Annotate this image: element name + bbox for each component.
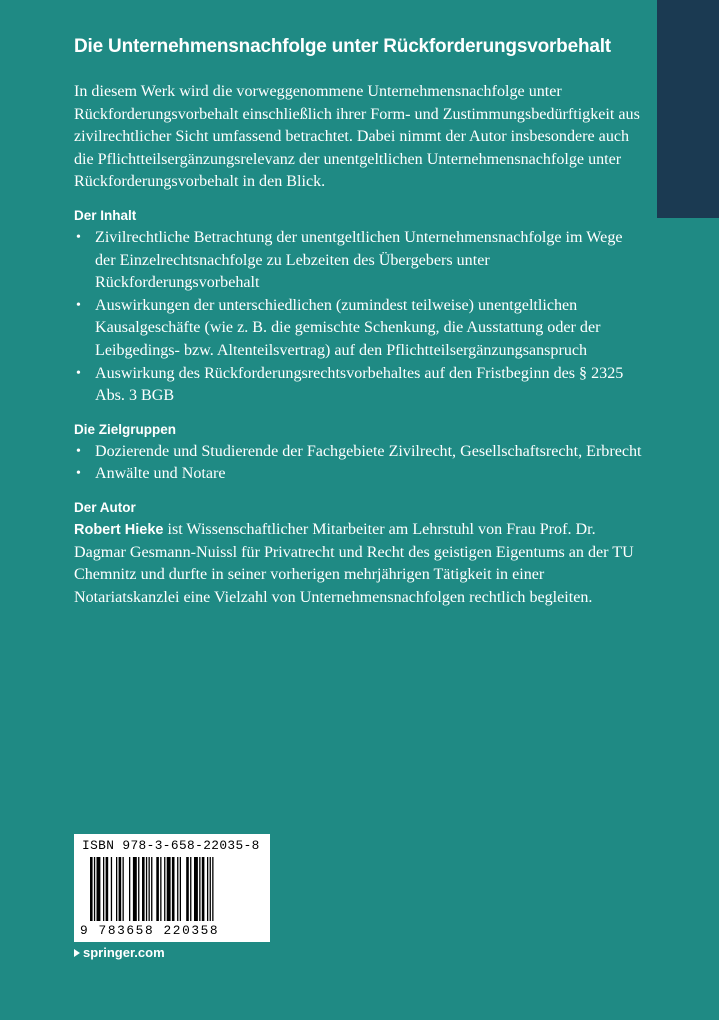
barcode-icon <box>90 857 256 921</box>
list-item: • Auswirkungen der unterschiedlichen (zumindest teilweise) unentgeltlichen Kausalgeschäfte (wie z. B. die gemischte Schenkung, die Ausstattung oder der Leibgedings- bzw. Altenteilsvertrag) auf den Pflichtteilsergänzungsanspruch <box>76 296 601 359</box>
bullet-icon: • <box>76 365 81 381</box>
inhalt-section <box>74 207 644 408</box>
bullet-icon: • <box>76 297 81 313</box>
inhalt-heading: Der Inhalt <box>74 207 137 223</box>
autor-heading: Der Autor <box>74 499 136 515</box>
autor-section <box>74 499 644 609</box>
back-cover-content <box>74 81 644 609</box>
ean-digits: 9 783658 220358 <box>80 923 220 938</box>
zielgruppen-list <box>74 441 644 486</box>
arrow-right-icon <box>74 949 80 957</box>
zielgruppen-heading: Die Zielgruppen <box>74 421 177 437</box>
author-bio-text: ist Wissenschaftlicher Mitarbeiter am Lehrstuhl von Frau Prof. Dr. Dagmar Gesmann-Nuissl für Privatrecht und Recht des geistigen Eigentums an der TU Chemnitz und durfte in seiner vorherigen mehrjährigen Tätigkeit in einer Notariatskanzlei eine Vielzahl von Unternehmensnachfolgen rechtlich begleiten. <box>74 520 634 606</box>
zielgruppen-section <box>74 421 644 486</box>
bullet-icon: • <box>76 443 81 459</box>
publisher-text: springer.com <box>83 945 165 960</box>
list-item: • Auswirkung des Rückforderungsrechtsvorbehaltes auf den Fristbeginn des § 2325 Abs. 3 BGB <box>76 364 624 405</box>
inhalt-list <box>74 227 644 408</box>
isbn-text: ISBN 978-3-658-22035-8 <box>82 838 260 853</box>
isbn-barcode <box>74 834 270 942</box>
corner-color-bar <box>657 0 719 218</box>
list-item: • Zivilrechtliche Betrachtung der unentgeltlichen Unternehmensnachfolge im Wege der Einzelrechtsnachfolge zu Lebzeiten des Übergebers unter Rückforderungsvorbehalt <box>76 228 623 292</box>
list-item: • Anwälte und Notare <box>74 463 644 486</box>
intro-paragraph: In diesem Werk wird die vorweggenommene Unternehmensnachfolge unter Rückforderungsvorbehalt einschließlich ihrer Form- und Zustimmungsbedürftigkeit aus zivilrechtlicher Sicht umfassend betrachtet. Dabei nimmt der Autor insbesondere auch die Pflichtteilsergänzungsrelevanz der unentgeltlichen Unternehmensnachfolge unter Rückforderungsvorbehalt in den Blick. <box>74 83 640 191</box>
list-item: • Dozierende und Studierende der Fachgebiete Zivilrecht, Gesellschaftsrecht, Erbrecht <box>74 441 644 464</box>
back-cover-title: Die Unternehmensnachfolge unter Rückforderungsvorbehalt <box>74 36 611 57</box>
bullet-icon: • <box>76 466 81 482</box>
bullet-icon: • <box>76 229 81 245</box>
author-name: Robert Hieke <box>74 521 164 538</box>
publisher-link[interactable] <box>74 945 165 960</box>
autor-bio <box>74 519 644 609</box>
